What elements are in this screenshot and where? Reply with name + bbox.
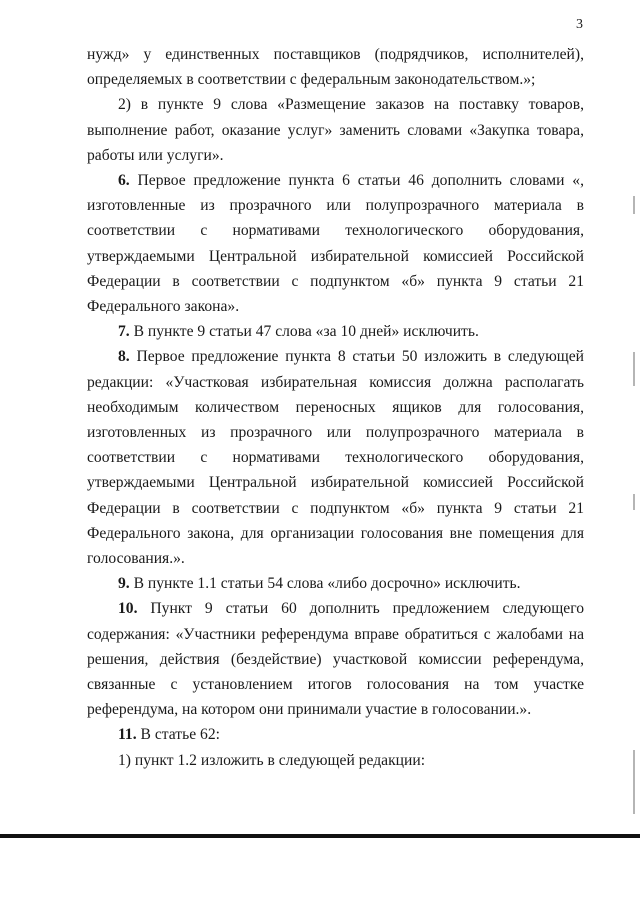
scan-edge-mark (633, 352, 635, 386)
paragraph-text: В статье 62: (136, 726, 220, 744)
item-number: 9. (118, 575, 130, 593)
paragraph-text: Первое предложение пункта 6 статьи 46 дополнить словами «, изготовленные из прозрачного или полупрозрачного материала в соответствии с нормативами технологического оборудования, утверждаемыми Центральной избирательной комиссией Российской Федерации в соответствии с подпунктом «б» пункта 9 статьи 21 Федерального закона». (87, 172, 584, 316)
scan-edge-mark (633, 494, 635, 510)
document-body (87, 42, 584, 773)
paragraph-item-10 (87, 596, 584, 722)
item-number: 6. (118, 172, 130, 190)
paragraph-item-6 (87, 168, 584, 319)
page-number: 3 (576, 17, 583, 32)
paragraph-text: В пункте 1.1 статьи 54 слова «либо досрочно» исключить. (129, 575, 521, 593)
paragraph-text: 1) пункт 1.2 изложить в следующей редакции: (118, 751, 426, 769)
paragraph-text: 2) в пункте 9 слова «Размещение заказов на поставку товаров, выполнение работ, оказание услуг» заменить словами «Закупка товара, работы или услуги». (87, 96, 584, 164)
item-number: 11. (118, 726, 137, 744)
scan-bottom-border (0, 834, 640, 838)
scan-edge-mark (633, 196, 635, 214)
item-number: 10. (118, 600, 138, 618)
paragraph-item-9 (87, 571, 584, 596)
scan-edge-mark (633, 750, 635, 814)
paragraph-item-11 (87, 722, 584, 747)
item-number: 8. (118, 348, 130, 366)
paragraph-item-7 (87, 319, 584, 344)
paragraph-text: Первое предложение пункта 8 статьи 50 изложить в следующей редакции: «Участковая избирательная комиссия должна располагать необходимым количеством переносных ящиков для голосования, изготовленных из прозрачного или полупрозрачного материала в соответствии с нормативами технологического оборудования, утверждаемыми Центральной избирательной комиссией Российской Федерации в соответствии с подпунктом «б» пункта 9 статьи 21 Федерального закона, для организации голосования вне помещения для голосования.». (87, 348, 584, 568)
paragraph-subitem-2 (87, 92, 584, 168)
paragraph-text: В пункте 9 статьи 47 слова «за 10 дней» исключить. (129, 323, 479, 341)
item-number: 7. (118, 323, 130, 341)
paragraph-text: Пункт 9 статьи 60 дополнить предложением следующего содержания: «Участники референдума вправе обратиться с жалобами на решения, действия (бездействие) участковой комиссии референдума, связанные с установлением итогов голосования на том участке референдума, на котором они принимали участие в голосовании.». (87, 600, 584, 719)
paragraph-item-8 (87, 344, 584, 571)
paragraph-text: нужд» у единственных поставщиков (подрядчиков, исполнителей), определяемых в соответствии с федеральным законодательством.»; (87, 46, 584, 89)
paragraph-continuation (87, 42, 584, 92)
paragraph-subitem-1 (87, 748, 584, 773)
